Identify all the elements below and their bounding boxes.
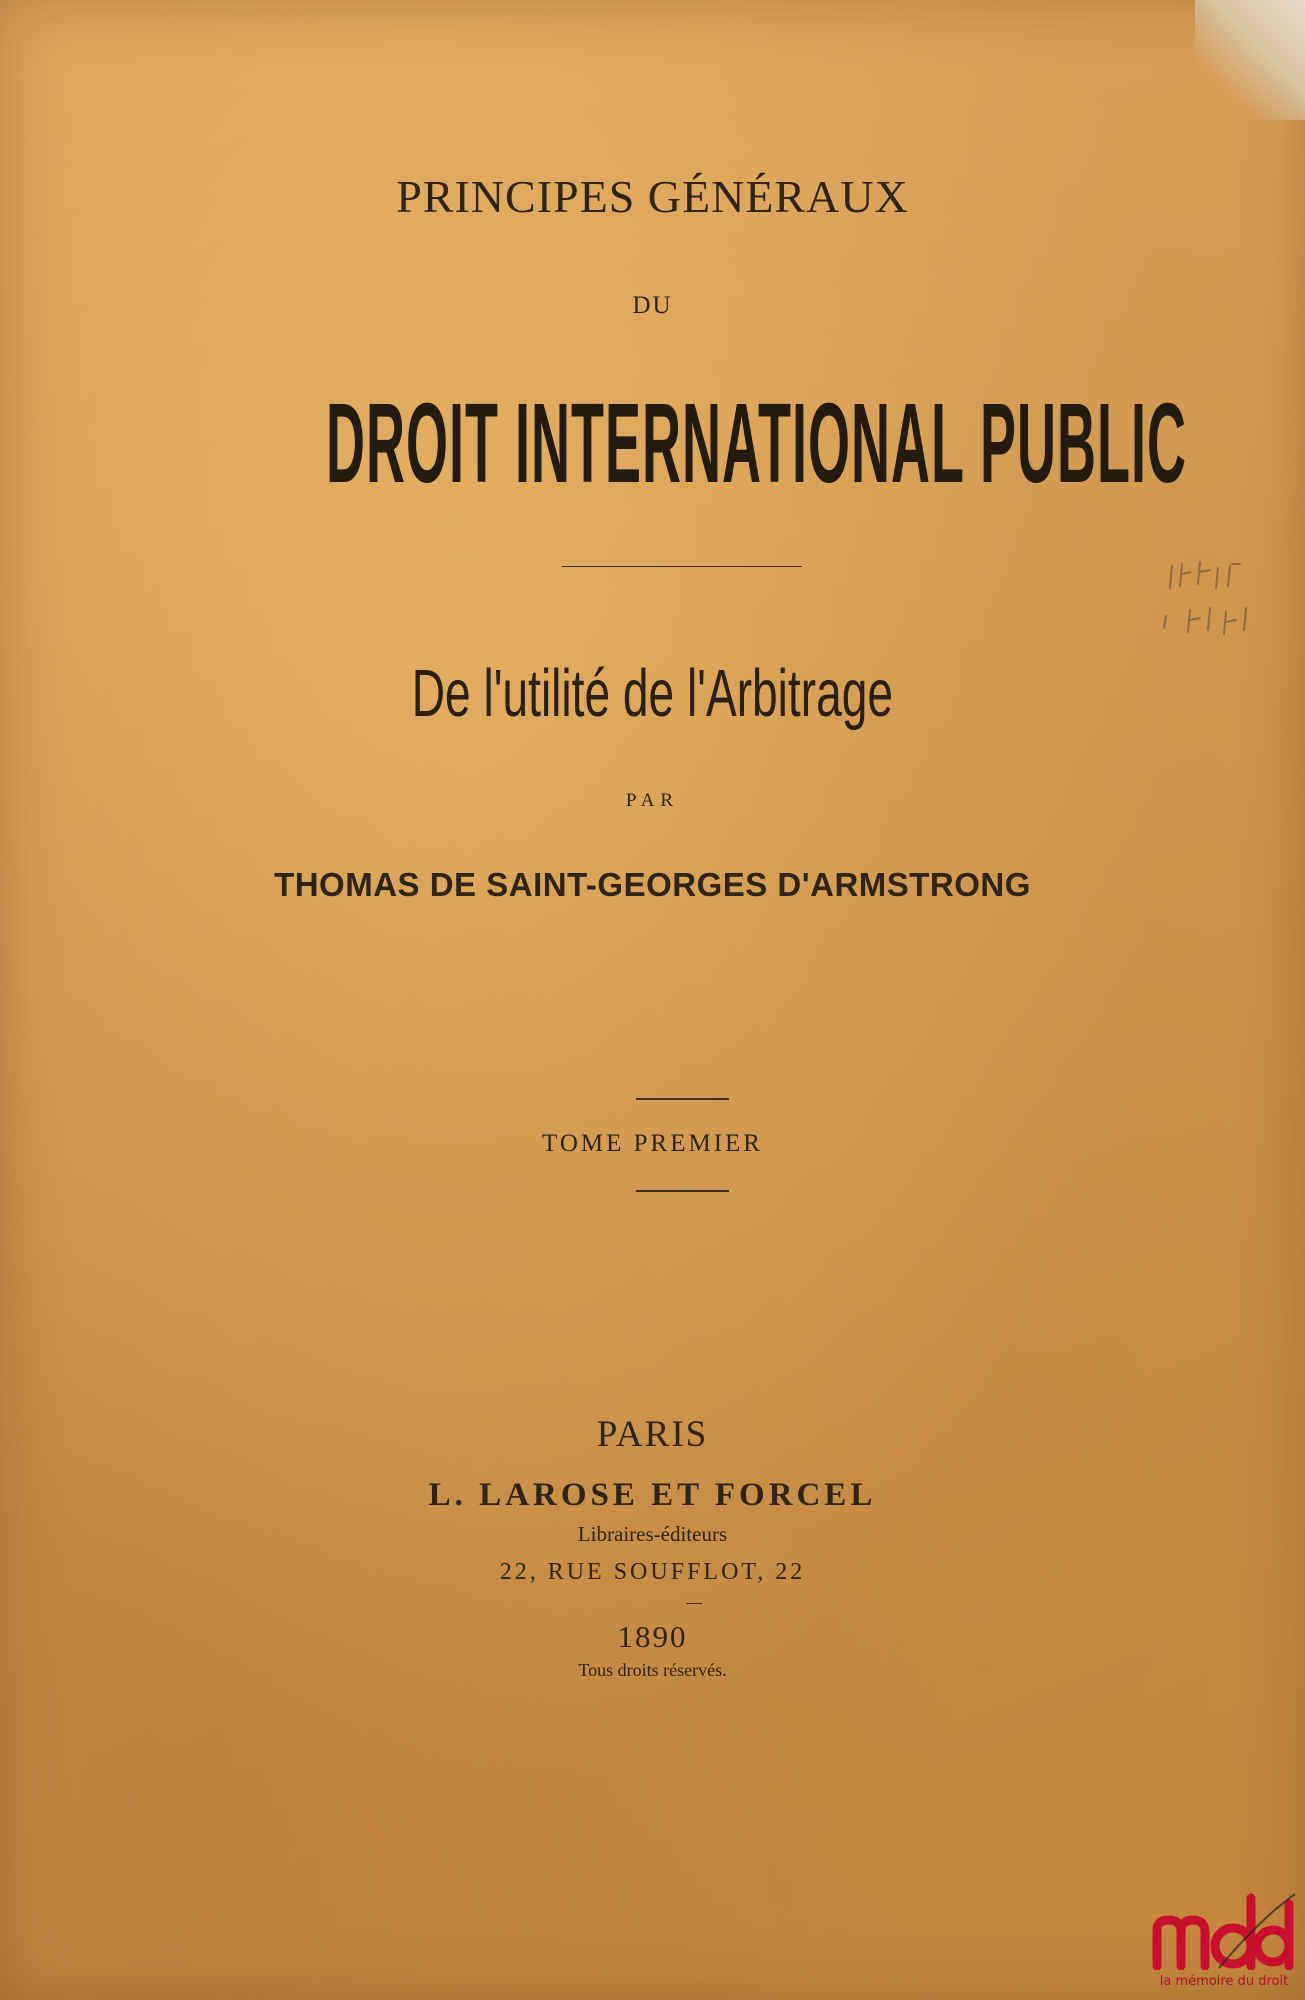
subtitle: De l'utilité de l'Arbitrage <box>411 655 893 731</box>
publisher-role: Libraires-éditeurs <box>577 1522 728 1546</box>
volume-rule-bottom <box>636 1190 729 1192</box>
mdd-logo-icon <box>1149 1890 1299 1970</box>
main-title: DROIT INTERNATIONAL PUBLIC <box>326 378 1187 506</box>
publisher-name: L. LAROSE ET FORCEL <box>428 1477 877 1513</box>
mdd-watermark <box>1143 1890 1303 2000</box>
publication-year: 1890 <box>617 1619 688 1654</box>
title-divider <box>562 566 802 567</box>
author-name: THOMAS DE SAINT-GEORGES D'ARMSTRONG <box>274 866 1031 903</box>
pencil-annotation <box>1160 558 1270 678</box>
volume-rule-top <box>636 1098 729 1100</box>
title-connector: DU <box>632 292 673 319</box>
volume-label: TOME PREMIER <box>542 1130 763 1157</box>
torn-corner <box>1195 0 1305 120</box>
rights-notice: Tous droits réservés. <box>578 1660 727 1680</box>
series-title: PRINCIPES GÉNÉRAUX <box>396 171 909 222</box>
mdd-caption: la mémoire du droit <box>1159 1974 1289 1989</box>
by-label: PAR <box>625 790 680 811</box>
publication-city: PARIS <box>596 1414 709 1455</box>
address-dash <box>686 1603 702 1604</box>
publisher-address: 22, RUE SOUFFLOT, 22 <box>499 1559 806 1585</box>
